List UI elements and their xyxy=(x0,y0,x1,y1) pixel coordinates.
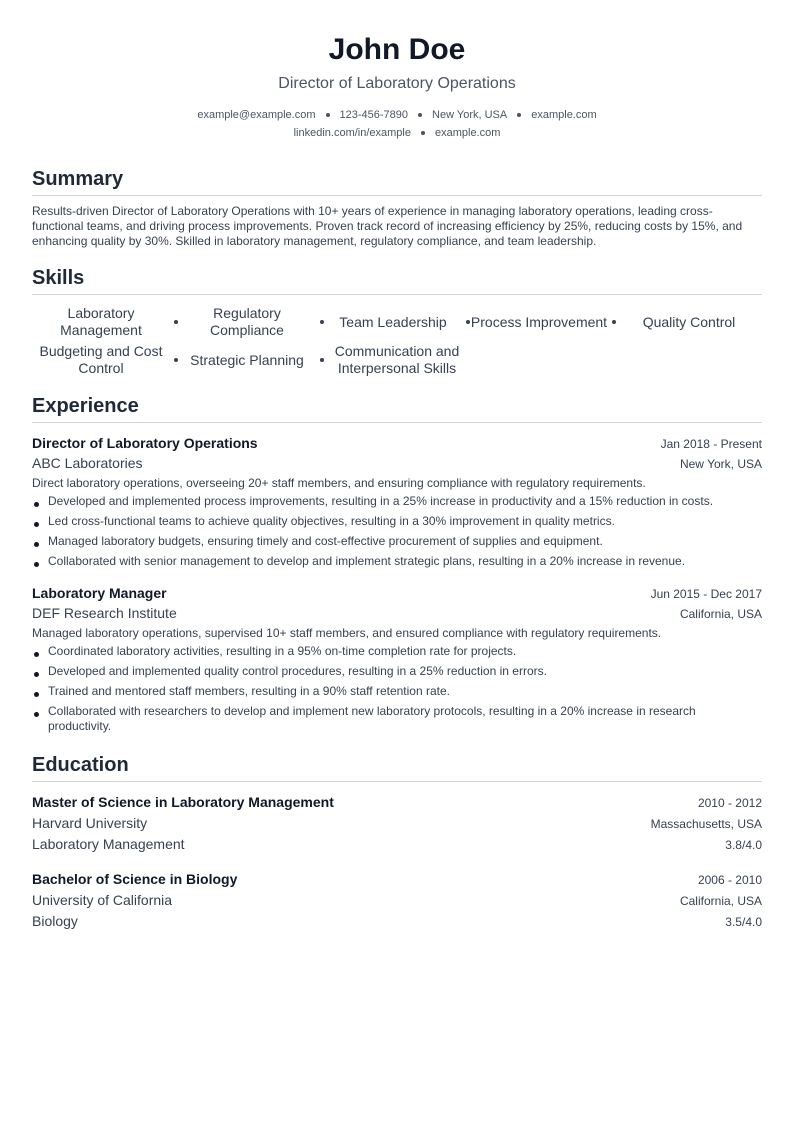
bullet-text: Collaborated with researchers to develop and implement new laboratory protocols, resulting in a 20% increase in research productivity. xyxy=(48,704,696,733)
bullet-icon xyxy=(34,542,39,547)
contact-website-2[interactable]: example.com xyxy=(434,127,501,139)
resume-header xyxy=(32,0,762,142)
bullet-icon xyxy=(34,522,39,527)
edu-dates: 2006 - 2010 xyxy=(697,873,762,887)
bullet-icon xyxy=(34,692,39,697)
job-bullets xyxy=(32,644,762,734)
job-company: ABC Laboratories xyxy=(32,455,143,471)
edu-dates: 2010 - 2012 xyxy=(697,796,762,810)
bullet-text: Trained and mentored staff members, resulting in a 90% staff retention rate. xyxy=(48,684,450,698)
skill-item xyxy=(324,303,470,341)
edu-school: Harvard University xyxy=(32,815,148,831)
bullet-text: Led cross-functional teams to achieve quality objectives, resulting in a 30% improvement in quality metrics. xyxy=(48,514,615,528)
job-location: New York, USA xyxy=(679,457,762,471)
candidate-name: John Doe xyxy=(328,33,466,66)
bullet-icon xyxy=(34,712,39,717)
job-description: Direct laboratory operations, overseeing 20+ staff members, and ensuring compliance with regulatory requirements. xyxy=(32,476,646,490)
summary-heading: Summary xyxy=(32,166,762,196)
separator-dot xyxy=(326,113,330,117)
skill-label: Process Improvement xyxy=(470,313,608,330)
bullet-icon xyxy=(34,502,39,507)
list-item xyxy=(32,684,762,699)
list-item xyxy=(32,514,762,529)
skills-heading: Skills xyxy=(32,265,762,295)
bullet-text: Developed and implemented process improvements, resulting in a 25% increase in productivity and a 15% reduction in costs. xyxy=(48,494,714,508)
job-company: DEF Research Institute xyxy=(32,605,177,621)
skill-item xyxy=(470,303,616,341)
list-item xyxy=(32,644,762,659)
job-location: California, USA xyxy=(679,607,762,621)
job-entry xyxy=(32,433,762,569)
job-entry xyxy=(32,583,762,734)
job-dates: Jun 2015 - Dec 2017 xyxy=(650,587,762,601)
skill-label: Team Leadership xyxy=(339,313,447,330)
edu-degree: Bachelor of Science in Biology xyxy=(32,871,238,887)
list-item xyxy=(32,554,762,569)
bullet-icon xyxy=(34,672,39,677)
contact-linkedin[interactable]: linkedin.com/in/example xyxy=(293,127,411,139)
separator-dot xyxy=(421,131,425,135)
bullet-text: Developed and implemented quality control procedures, resulting in a 25% reduction in errors. xyxy=(48,664,547,678)
skill-label: Regulatory Compliance xyxy=(210,305,284,338)
edu-location: California, USA xyxy=(679,894,762,908)
contact-email[interactable]: example@example.com xyxy=(197,109,316,121)
list-item xyxy=(32,704,762,734)
bullet-text: Managed laboratory budgets, ensuring timely and cost-effective procurement of supplies and equipment. xyxy=(48,534,603,548)
education-entry xyxy=(32,792,762,855)
skill-label: Laboratory Management xyxy=(60,305,142,338)
contact-line-1 xyxy=(32,106,762,124)
job-bullets xyxy=(32,494,762,569)
edu-school: University of California xyxy=(32,892,173,908)
skill-item xyxy=(32,303,178,341)
job-title: Laboratory Manager xyxy=(32,585,167,601)
skill-label: Strategic Planning xyxy=(190,351,304,368)
edu-field: Biology xyxy=(32,913,78,929)
job-description: Managed laboratory operations, supervised 10+ staff members, and ensured compliance with regulatory requirements. xyxy=(32,626,662,640)
contact-line-2 xyxy=(32,124,762,142)
skill-item xyxy=(32,341,178,379)
list-item xyxy=(32,664,762,679)
contact-phone[interactable]: 123-456-7890 xyxy=(339,109,409,121)
skills-section xyxy=(32,265,762,379)
edu-degree: Master of Science in Laboratory Management xyxy=(32,794,334,810)
experience-section xyxy=(32,393,762,734)
list-item xyxy=(32,534,762,549)
bullet-icon xyxy=(34,562,39,567)
contact-website[interactable]: example.com xyxy=(531,109,597,121)
skill-label: Budgeting and Cost Control xyxy=(39,343,163,376)
skills-list xyxy=(32,303,762,379)
skill-item xyxy=(324,341,470,379)
contact-info xyxy=(32,106,762,142)
edu-location: Massachusetts, USA xyxy=(650,817,762,831)
contact-location: New York, USA xyxy=(432,109,508,121)
summary-section xyxy=(32,166,762,249)
skill-item xyxy=(178,341,324,379)
list-item xyxy=(32,494,762,509)
summary-text: Results-driven Director of Laboratory Operations with 10+ years of experience in managing laboratory operations, leading cross-functional teams, and driving process improvements. Proven track record of increasing efficiency by 25%, reducing costs by 15%, and enhancing quality by 30%. Skilled in laboratory management, regulatory compliance, and team leadership. xyxy=(32,204,743,248)
separator-dot xyxy=(418,113,422,117)
bullet-icon xyxy=(34,652,39,657)
job-dates: Jan 2018 - Present xyxy=(660,437,762,451)
edu-field: Laboratory Management xyxy=(32,836,185,852)
edu-gpa: 3.5/4.0 xyxy=(725,915,762,929)
education-entry xyxy=(32,869,762,932)
edu-gpa: 3.8/4.0 xyxy=(725,838,762,852)
candidate-title: Director of Laboratory Operations xyxy=(278,75,516,92)
education-heading: Education xyxy=(32,752,762,782)
bullet-text: Collaborated with senior management to develop and implement strategic plans, resulting in a 20% increase in revenue. xyxy=(48,554,686,568)
bullet-text: Coordinated laboratory activities, resulting in a 95% on-time completion rate for projects. xyxy=(48,644,517,658)
skill-label: Quality Control xyxy=(642,313,736,330)
skill-item xyxy=(616,303,762,341)
separator-dot xyxy=(517,113,521,117)
skill-label: Communication and Interpersonal Skills xyxy=(334,343,460,376)
job-title: Director of Laboratory Operations xyxy=(32,435,258,451)
education-section xyxy=(32,752,762,932)
experience-heading: Experience xyxy=(32,393,762,423)
skill-item xyxy=(178,303,324,341)
